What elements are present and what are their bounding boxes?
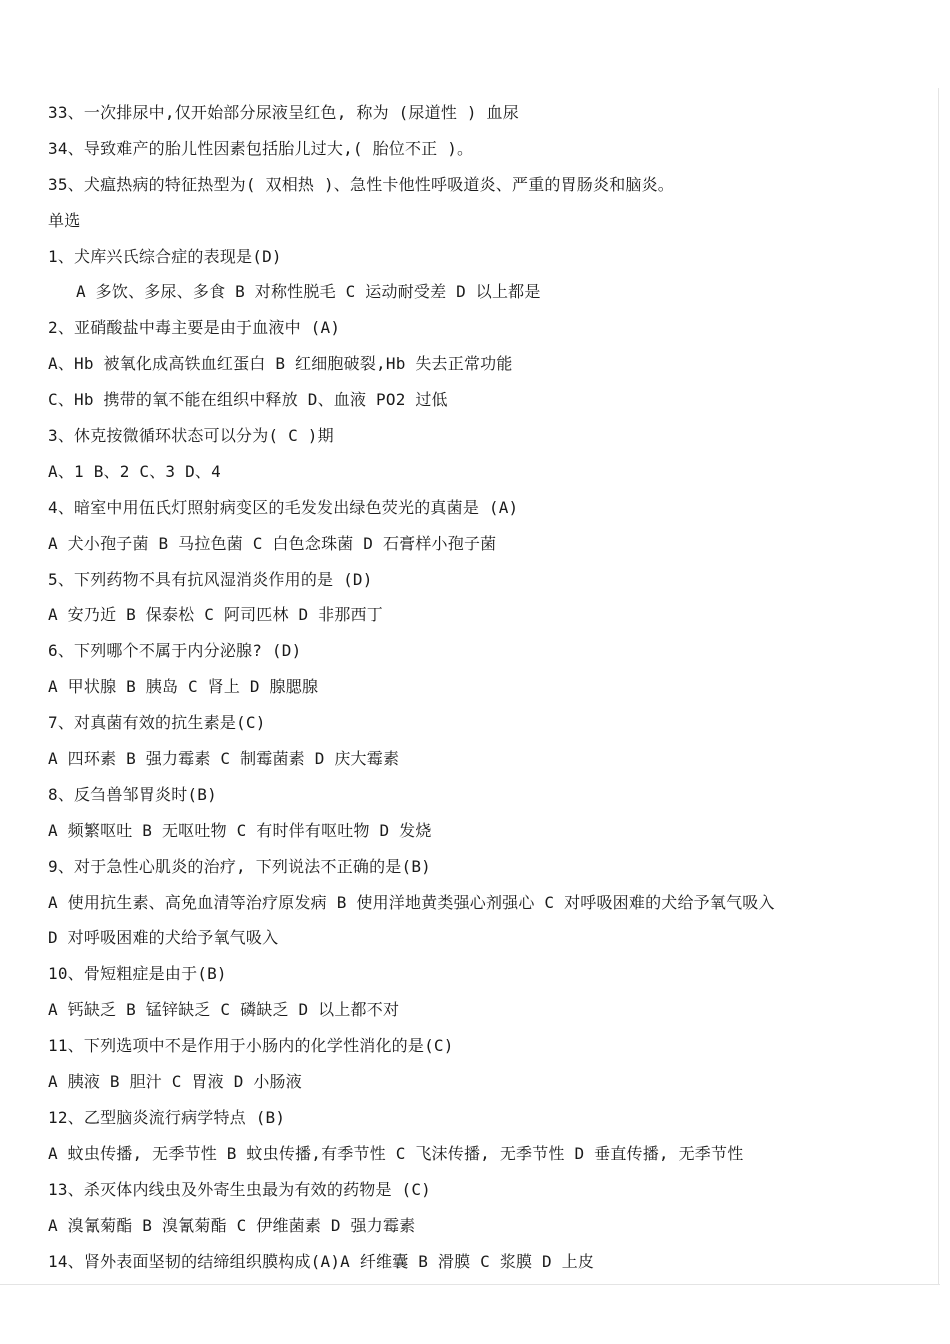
options-7: A 四环素 B 强力霉素 C 制霉菌素 D 庆大霉素 xyxy=(48,749,400,769)
options-1: A 多饮、多尿、多食 B 对称性脱毛 C 运动耐受差 D 以上都是 xyxy=(76,282,541,302)
question-5: 5、下列药物不具有抗风湿消炎作用的是 (D) xyxy=(48,569,373,589)
question-4: 4、暗室中用伍氏灯照射病变区的毛发发出绿色荧光的真菌是 (A) xyxy=(48,497,519,517)
question-3: 3、休克按微循环状态可以分为( C )期 xyxy=(48,426,334,446)
page-border-bottom xyxy=(0,1284,940,1285)
options-9-d: D 对呼吸困难的犬给予氧气吸入 xyxy=(48,928,279,948)
options-12: A 蚊虫传播, 无季节性 B 蚊虫传播,有季节性 C 飞沫传播, 无季节性 D 垂直传播, 无季节性 xyxy=(48,1143,744,1163)
options-10: A 钙缺乏 B 锰锌缺乏 C 磷缺乏 D 以上都不对 xyxy=(48,1000,400,1020)
question-6: 6、下列哪个不属于内分泌腺? (D) xyxy=(48,641,302,661)
question-9: 9、对于急性心肌炎的治疗, 下列说法不正确的是(B) xyxy=(48,856,431,876)
question-11: 11、下列选项中不是作用于小肠内的化学性消化的是(C) xyxy=(48,1036,454,1056)
text-line-q33: 33、一次排尿中,仅开始部分尿液呈红色, 称为 (尿道性 ) 血尿 xyxy=(48,103,519,122)
question-1: 1、犬库兴氏综合症的表现是(D) xyxy=(48,246,282,266)
options-11: A 胰液 B 胆汁 C 胃液 D 小肠液 xyxy=(48,1072,302,1092)
question-13: 13、杀灭体内线虫及外寄生虫最为有效的药物是 (C) xyxy=(48,1179,431,1199)
options-13: A 溴氰菊酯 B 溴氰菊酯 C 伊维菌素 D 强力霉素 xyxy=(48,1215,416,1235)
page-border-right xyxy=(938,88,939,1284)
options-5: A 安乃近 B 保泰松 C 阿司匹林 D 非那西丁 xyxy=(48,605,383,625)
section-heading-single-choice: 单选 xyxy=(48,210,81,230)
question-12: 12、乙型脑炎流行病学特点 (B) xyxy=(48,1107,286,1127)
options-2-cd: C、Hb 携带的氧不能在组织中释放 D、血液 PO2 过低 xyxy=(48,390,448,410)
options-2-ab: A、Hb 被氧化成高铁血红蛋白 B 红细胞破裂,Hb 失去正常功能 xyxy=(48,354,513,374)
options-3: A、1 B、2 C、3 D、4 xyxy=(48,461,221,481)
question-7: 7、对真菌有效的抗生素是(C) xyxy=(48,713,266,733)
options-8: A 频繁呕吐 B 无呕吐物 C 有时伴有呕吐物 D 发烧 xyxy=(48,820,432,840)
question-8: 8、反刍兽邹胃炎时(B) xyxy=(48,784,217,804)
question-10: 10、骨短粗症是由于(B) xyxy=(48,964,227,984)
text-line-q34: 34、导致难产的胎儿性因素包括胎儿过大,( 胎位不正 )。 xyxy=(48,138,474,158)
text-line-q35: 35、犬瘟热病的特征热型为( 双相热 )、急性卡他性呼吸道炎、严重的胃肠炎和脑炎。 xyxy=(48,174,674,194)
options-4: A 犬小孢子菌 B 马拉色菌 C 白色念珠菌 D 石膏样小孢子菌 xyxy=(48,533,497,553)
options-6: A 甲状腺 B 胰岛 C 肾上 D 腺腮腺 xyxy=(48,677,319,697)
question-2: 2、亚硝酸盐中毒主要是由于血液中 (A) xyxy=(48,318,341,338)
options-9-abc: A 使用抗生素、高免血清等治疗原发病 B 使用洋地黄类强心剂强心 C 对呼吸困难的犬给予氧气吸入 xyxy=(48,892,775,912)
question-14: 14、肾外表面坚韧的结缔组织膜构成(A)A 纤维囊 B 滑膜 C 浆膜 D 上皮 xyxy=(48,1251,595,1271)
document-body xyxy=(48,95,928,1279)
